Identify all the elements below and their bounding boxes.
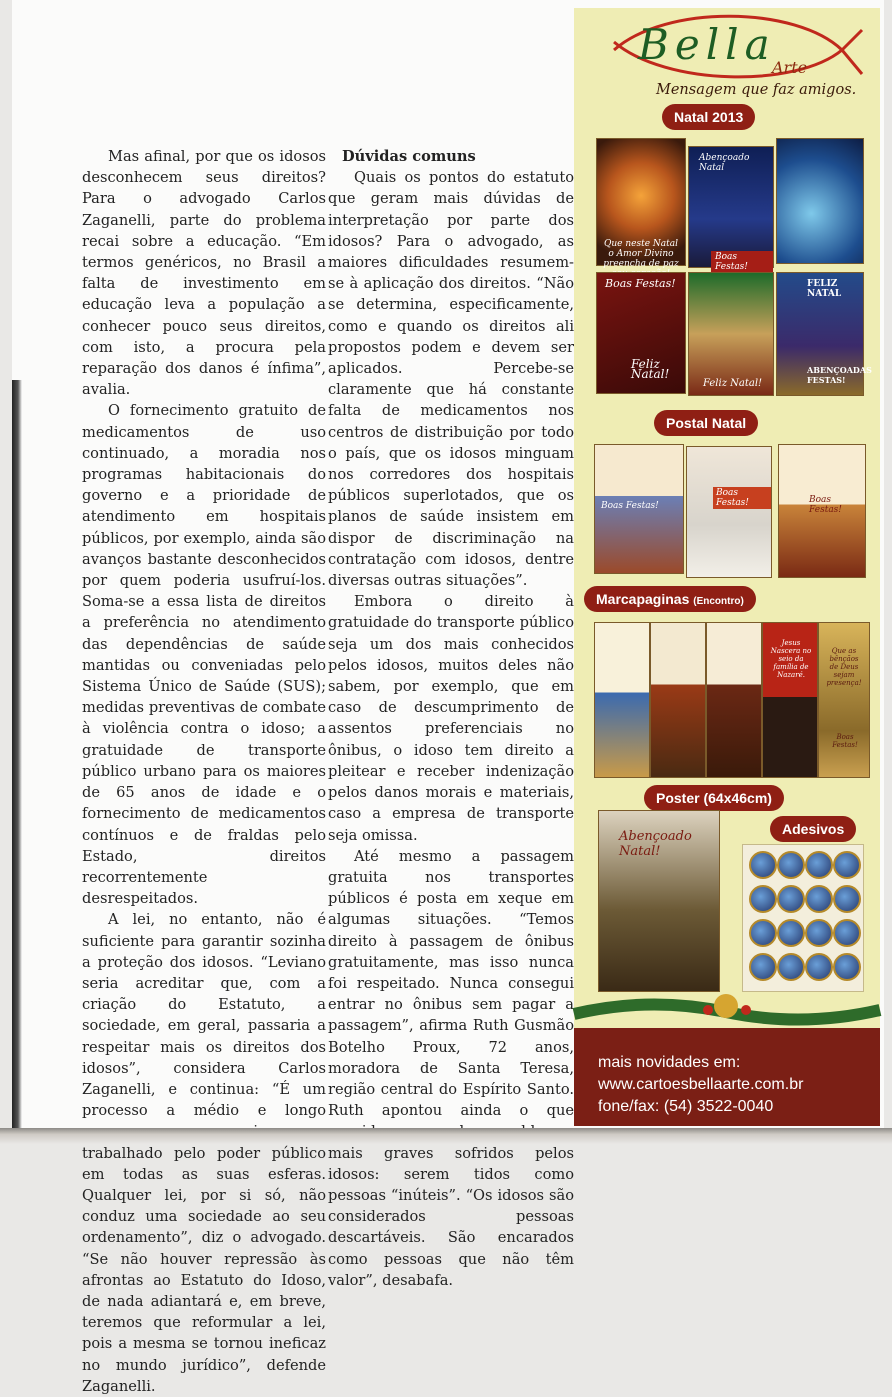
bella-arte-logo [606,12,866,104]
postal-card-2 [686,446,772,578]
sticker [777,885,805,913]
postal-card-3 [778,444,866,578]
sticker [805,885,833,913]
sticker [777,953,805,981]
article-paragraph: O fornecimento gratuito de medicamentos de uso continuado, a moradia nos programas habitacionais do governo e a prioridade de atendimento em hospitais públicos, por exemplo, ainda são avanços bastante desconhecidos por quem poderia usufruí-los. Soma-se a essa lista de direitos a preferência no atendimento das dependências de saúde mantidas ou conveniadas pelo Sistema Único de Saúde (SUS); medidas preventivas de combate à violência contra o idoso; a gratuidade de transporte público urbano para os maiores de 65 anos de idade e o fornecimento de medicamentos contínuos e de fraldas pelo Estado, direitos recorrentemente desrespeitados. [82,402,326,908]
sticker [833,953,861,981]
sticker [805,953,833,981]
brand-name: Bella [638,20,776,69]
card-text: ABENÇOADAS FESTAS! [807,365,872,385]
card-text: Boas Festas! [711,251,773,273]
magazine-page [12,0,884,1395]
card-text: Boas Festas! [605,277,676,290]
sticker [749,885,777,913]
sticker [833,919,861,947]
card-text: Que neste Natal o Amor Divino preencha de paz [603,239,679,269]
page-bottom-fold [0,1128,892,1144]
sticker [833,885,861,913]
section-heading: Dúvidas comuns [342,148,476,165]
card-text: Boas Festas! [809,495,842,515]
footer-phone: fone/fax: (54) 3522-0040 [598,1098,774,1115]
bookmark-3 [706,622,762,778]
card-natal-4 [596,272,686,394]
bookmark-4 [762,622,818,778]
card-natal-2 [688,146,774,272]
bookmark-1 [594,622,650,778]
article-paragraph: Até mesmo a passagem gratuita nos transportes públicos é posta em xeque em algumas situações. “Temos direito à passagem de ônibus gratuitamente, mas isso nunca foi respeitado. Nunca consegui entrar no ônibus sem pagar a passagem”, afirma Ruth Gusmão Botelho Proux, 72 anos, moradora de Santa Teresa, região central do Espírito Santo. Ruth apontou ainda o que mais graves sofridos pelos idosos: serem tidos como pessoas “inúteis”. “Os idosos são considerados pessoas descartáveis. São encarados como pessoas que não têm valor”, desabafa. [328,847,574,1289]
poster-card [598,810,720,992]
section-label-marcapaginas [584,586,756,612]
section-label-poster: Poster (64x46cm) [644,785,784,811]
marcapaginas-sub: (Encontro) [693,596,744,607]
card-text: Boas Festas! [713,487,771,509]
brand-tagline: Mensagem que faz amigos. [656,82,857,98]
article-paragraph: Mas afinal, por que os idosos desconhecem seus direitos? Para o advogado Carlos Zaganelli, parte do problema recai sobre a educação. “Em termos genéricos, no Brasil a falta de investimento em educação leva a população a conhecer pouco seus direitos, com isto, a procura pela reparação dos danos é ínfima”, avalia. [82,148,326,399]
article-column-2 [328,146,574,1291]
card-text: Boas Festas! [832,733,858,749]
sticker [749,953,777,981]
marcapaginas-label: Marcapaginas [596,591,690,607]
footer-website: www.cartoesbellaarte.com.br [598,1076,804,1093]
section-label-postal: Postal Natal [654,410,758,436]
card-natal-6 [776,272,872,396]
sticker [749,851,777,879]
card-text: Jesus Nascera no seio da família de Nazaré. [770,639,812,679]
bookmark-5 [818,622,870,778]
card-text: Abençoado Natal! [619,829,692,859]
holly-garland-icon [574,992,880,1032]
article-paragraph: A lei, no entanto, não é suficiente para garantir sozinha a proteção dos idosos. “Leviano seria acreditar que, com a criação do Estatuto, a sociedade, em geral, passaria a respeitar mais os direitos dos idosos”, considera Carlos Zaganelli, e continua: “É um processo a médio e longo trabalhado pelo poder público em todas as suas esferas. Qualquer lei, por si só, não conduz uma sociedade ao seu ordenamento”, diz o advogado. “Se não houver repressão às afrontas ao Estatuto do Idoso, de nada adiantará e, em breve, teremos que reformular a lei, pois a mesma se tornou ineficaz no mundo jurídico”, defende Zaganelli. [82,911,326,1395]
sticker [833,851,861,879]
card-text: Abençoado Natal [699,153,750,173]
card-natal-5 [688,272,774,396]
card-text: Feliz Natal! [631,357,670,381]
bella-arte-advertisement [574,8,880,1126]
card-text: Feliz Natal! [703,378,763,389]
section-label-adesivos: Adesivos [770,816,856,842]
footer-line-1: mais novidades em: [598,1054,741,1071]
page-spine-shadow [12,380,22,1130]
postal-card-1 [594,444,684,574]
sticker [749,919,777,947]
bookmark-2 [650,622,706,778]
sticker [805,851,833,879]
article-paragraph: Embora o direito à gratuidade do transporte público seja um dos mais conhecidos pelos idosos, muitos deles não sabem, por exemplo, que em caso de descumprimento de assentos preferenciais no ônibus, o idoso tem direito a pleitear e receber indenização pelos danos morais e materiais, caso a empresa de transporte seja omissa. [328,593,574,844]
brand-sub: Arte [772,58,808,77]
sticker [777,851,805,879]
ad-footer [574,1028,880,1126]
card-text: Boas Festas! [601,501,659,511]
card-natal-3 [776,138,864,264]
card-text: FELIZ NATAL [807,279,842,299]
sticker [805,919,833,947]
card-text: Que as bênçãos de Deus sejam presença! [826,647,862,687]
section-label-natal: Natal 2013 [662,104,755,130]
article-paragraph: Quais os pontos do estatuto que geram mais dúvidas de interpretação por parte dos idosos? Para o advogado, as maiores dificuldades resumem-se à aplicação dos direitos. “Não se determina, especificamente, como e quando os direitos ali propostos podem e devem ser aplicados. Percebe-se claramente que há constante falta de medicamentos nos centros de distribuição por todo o país, que os idosos minguam nos corredores dos hospitais públicos superlotados, que os planos de saúde insistem em dispor de discriminação na contratação com idosos, dentre diversas outras situações”. [328,169,574,590]
stickers-sheet [742,844,864,992]
card-natal-1 [596,138,686,269]
sticker [777,919,805,947]
article-column-1 [82,146,326,1397]
